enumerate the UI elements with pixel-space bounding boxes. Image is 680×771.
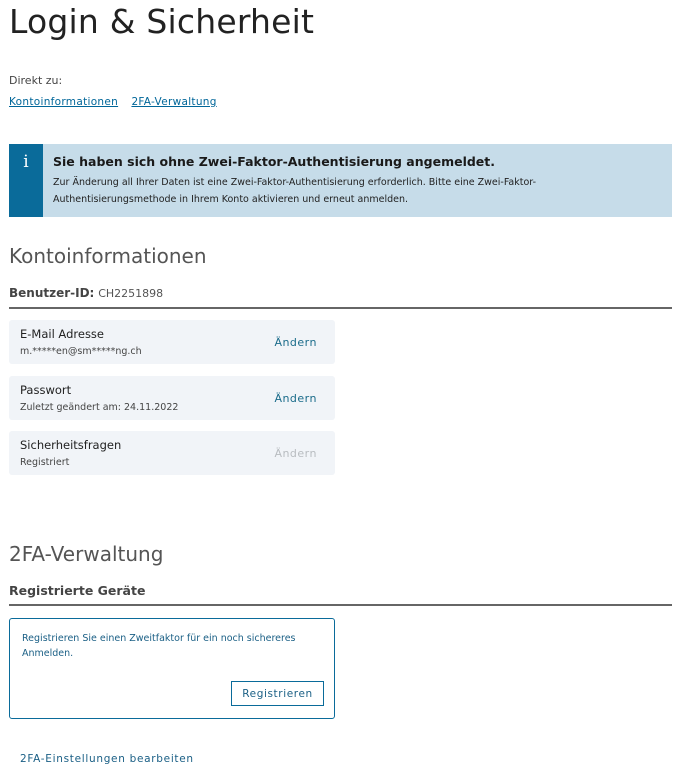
registered-devices-label: Registrierte Geräte — [9, 583, 146, 598]
link-kontoinformationen[interactable]: Kontoinformationen — [9, 96, 119, 108]
card-sub: Zuletzt geändert am: 24.11.2022 — [20, 402, 179, 413]
direct-links — [9, 96, 227, 108]
section-title-kontoinformationen: Kontoinformationen — [9, 244, 207, 268]
edit-2fa-settings-link[interactable]: 2FA-Einstellungen bearbeiten — [20, 753, 194, 765]
card-password — [9, 376, 335, 420]
user-id-value: CH2251898 — [98, 287, 164, 300]
change-password-button[interactable]: Ändern — [274, 392, 317, 405]
card-label: Passwort — [20, 383, 72, 397]
notice-text: Zur Änderung all Ihrer Daten ist eine Zwei-Faktor-Authentisierung erforderlich. Bitte eine Zwei-Faktor-Authentisierungsmethode in Ihrem Konto aktivieren und erneut anmelden. — [53, 177, 536, 205]
change-security-questions-button: Ändern — [274, 447, 317, 460]
user-id-row — [9, 286, 163, 300]
notice-title: Sie haben sich ohne Zwei-Faktor-Authentisierung angemeldet. — [53, 154, 496, 169]
section-title-2fa-verwaltung: 2FA-Verwaltung — [9, 542, 164, 566]
register-2fa-box — [9, 618, 335, 719]
card-sub: m.*****en@sm*****ng.ch — [20, 346, 142, 357]
info-icon: i — [9, 144, 43, 217]
card-label: Sicherheitsfragen — [20, 438, 122, 452]
card-sub: Registriert — [20, 457, 70, 468]
card-security-questions — [9, 431, 335, 475]
card-label: E-Mail Adresse — [20, 327, 105, 341]
divider — [9, 307, 672, 309]
notice-banner — [9, 144, 672, 217]
user-id-label: Benutzer-ID: — [9, 286, 95, 300]
direct-to-label: Direkt zu: — [9, 74, 63, 87]
change-email-button[interactable]: Ändern — [274, 336, 317, 349]
card-email — [9, 320, 335, 364]
register-2fa-text: Registrieren Sie einen Zweitfaktor für ein noch sichereres Anmelden. — [22, 633, 296, 659]
link-2fa-verwaltung[interactable]: 2FA-Verwaltung — [131, 96, 217, 108]
divider — [9, 604, 672, 606]
page-title: Login & Sicherheit — [9, 2, 315, 41]
register-button[interactable]: Registrieren — [231, 681, 324, 706]
